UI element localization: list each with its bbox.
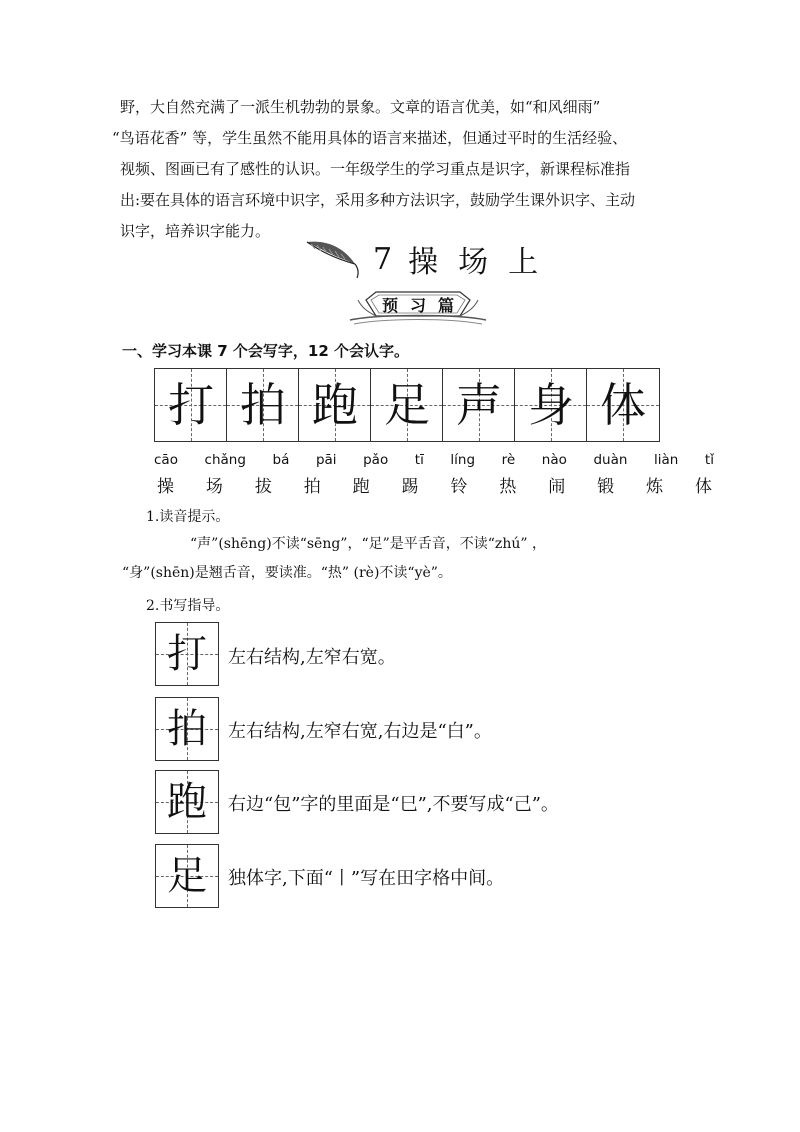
pinyin: bá <box>272 452 290 468</box>
write-char: 打 <box>168 378 214 432</box>
pinyin: tǐ <box>704 452 714 468</box>
intro-line: 识字，培养识字能力。 <box>120 222 271 240</box>
pinyin: pǎo <box>363 452 389 468</box>
write-char: 体 <box>600 378 646 432</box>
pronunciation-line: “声”(shēng)不读“sēng”，“足”是平舌音，不读“zhú” ， <box>190 536 546 552</box>
pinyin: duàn <box>593 452 628 468</box>
read-char: 拔 <box>254 477 272 497</box>
intro-paragraph <box>112 92 700 247</box>
tianzi-cell <box>155 622 219 686</box>
tianzi-cell <box>155 844 219 908</box>
write-char: 足 <box>384 378 430 432</box>
writing-heading: 2.书写指导。 <box>146 598 230 614</box>
guide-char: 拍 <box>167 706 207 752</box>
read-char: 跑 <box>352 477 370 497</box>
pinyin: nào <box>541 452 567 468</box>
pinyin-row <box>154 452 714 468</box>
read-char-row <box>157 472 712 497</box>
intro-line: 野，大自然充满了一派生机勃勃的景象。文章的语言优美，如“和风细雨” <box>120 98 601 116</box>
pronunciation-heading: 1.读音提示。 <box>146 509 230 525</box>
tianzi-cell <box>227 369 299 441</box>
tianzi-cell <box>155 369 227 441</box>
guide-char: 足 <box>167 853 207 899</box>
read-char: 铃 <box>450 477 468 497</box>
read-char: 锻 <box>597 477 615 497</box>
pinyin: chǎng <box>204 452 246 468</box>
intro-line: “鸟语花香” 等，学生虽然不能用具体的语言来描述，但通过平时的生活经验、 <box>112 129 628 147</box>
read-char: 热 <box>499 477 517 497</box>
quill-icon <box>305 238 363 280</box>
lesson-number: 7 <box>373 241 393 277</box>
guide-text: 独体字,下面“丨”写在田字格中间。 <box>228 868 505 889</box>
read-char: 操 <box>157 477 174 497</box>
intro-line: 出:要在具体的语言环境中识字，采用多种方法识字，鼓励学生课外识字、主动 <box>120 191 636 209</box>
pinyin: liàn <box>654 452 679 468</box>
pinyin: cāo <box>154 452 178 468</box>
tianzi-cell <box>587 369 659 441</box>
tianzi-cell <box>155 697 219 761</box>
tianzi-cell <box>155 770 219 834</box>
lesson-title <box>305 234 558 284</box>
guide-text: 左右结构,左窄右宽。 <box>228 647 396 668</box>
read-char: 体 <box>694 477 712 497</box>
read-char: 炼 <box>646 477 664 497</box>
tianzi-cell <box>443 369 515 441</box>
write-char: 声 <box>456 378 502 432</box>
write-char-grid <box>154 368 660 442</box>
pinyin: pāi <box>315 452 337 468</box>
guide-char: 打 <box>167 631 207 677</box>
read-char: 闹 <box>548 477 566 497</box>
pinyin: líng <box>450 452 476 468</box>
banner-title: 预习篇 <box>381 296 466 315</box>
write-char: 跑 <box>312 378 358 432</box>
section-heading: 一、学习本课 7 个会写字，12 个会认字。 <box>122 342 409 360</box>
guide-text: 左右结构,左窄右宽,右边是“白”。 <box>228 721 492 742</box>
tianzi-cell <box>299 369 371 441</box>
pinyin: tī <box>414 452 424 468</box>
intro-line: 视频、图画已有了感性的认识。一年级学生的学习重点是识字，新课程标准指 <box>120 160 631 178</box>
write-char: 身 <box>528 378 574 432</box>
lesson-name: 操场上 <box>408 245 559 280</box>
read-char: 拍 <box>303 477 321 497</box>
tianzi-cell <box>371 369 443 441</box>
write-char: 拍 <box>240 378 286 432</box>
pinyin: rè <box>501 452 516 468</box>
read-char: 踢 <box>401 477 419 497</box>
tianzi-cell <box>515 369 587 441</box>
read-char: 场 <box>205 477 223 497</box>
pronunciation-line: “身”(shēn)是翘舌音，要读准。“热” (rè)不读“yè”。 <box>122 565 452 581</box>
guide-text: 右边“包”字的里面是“巳”,不要写成“己”。 <box>228 794 559 815</box>
guide-char: 跑 <box>167 779 207 825</box>
